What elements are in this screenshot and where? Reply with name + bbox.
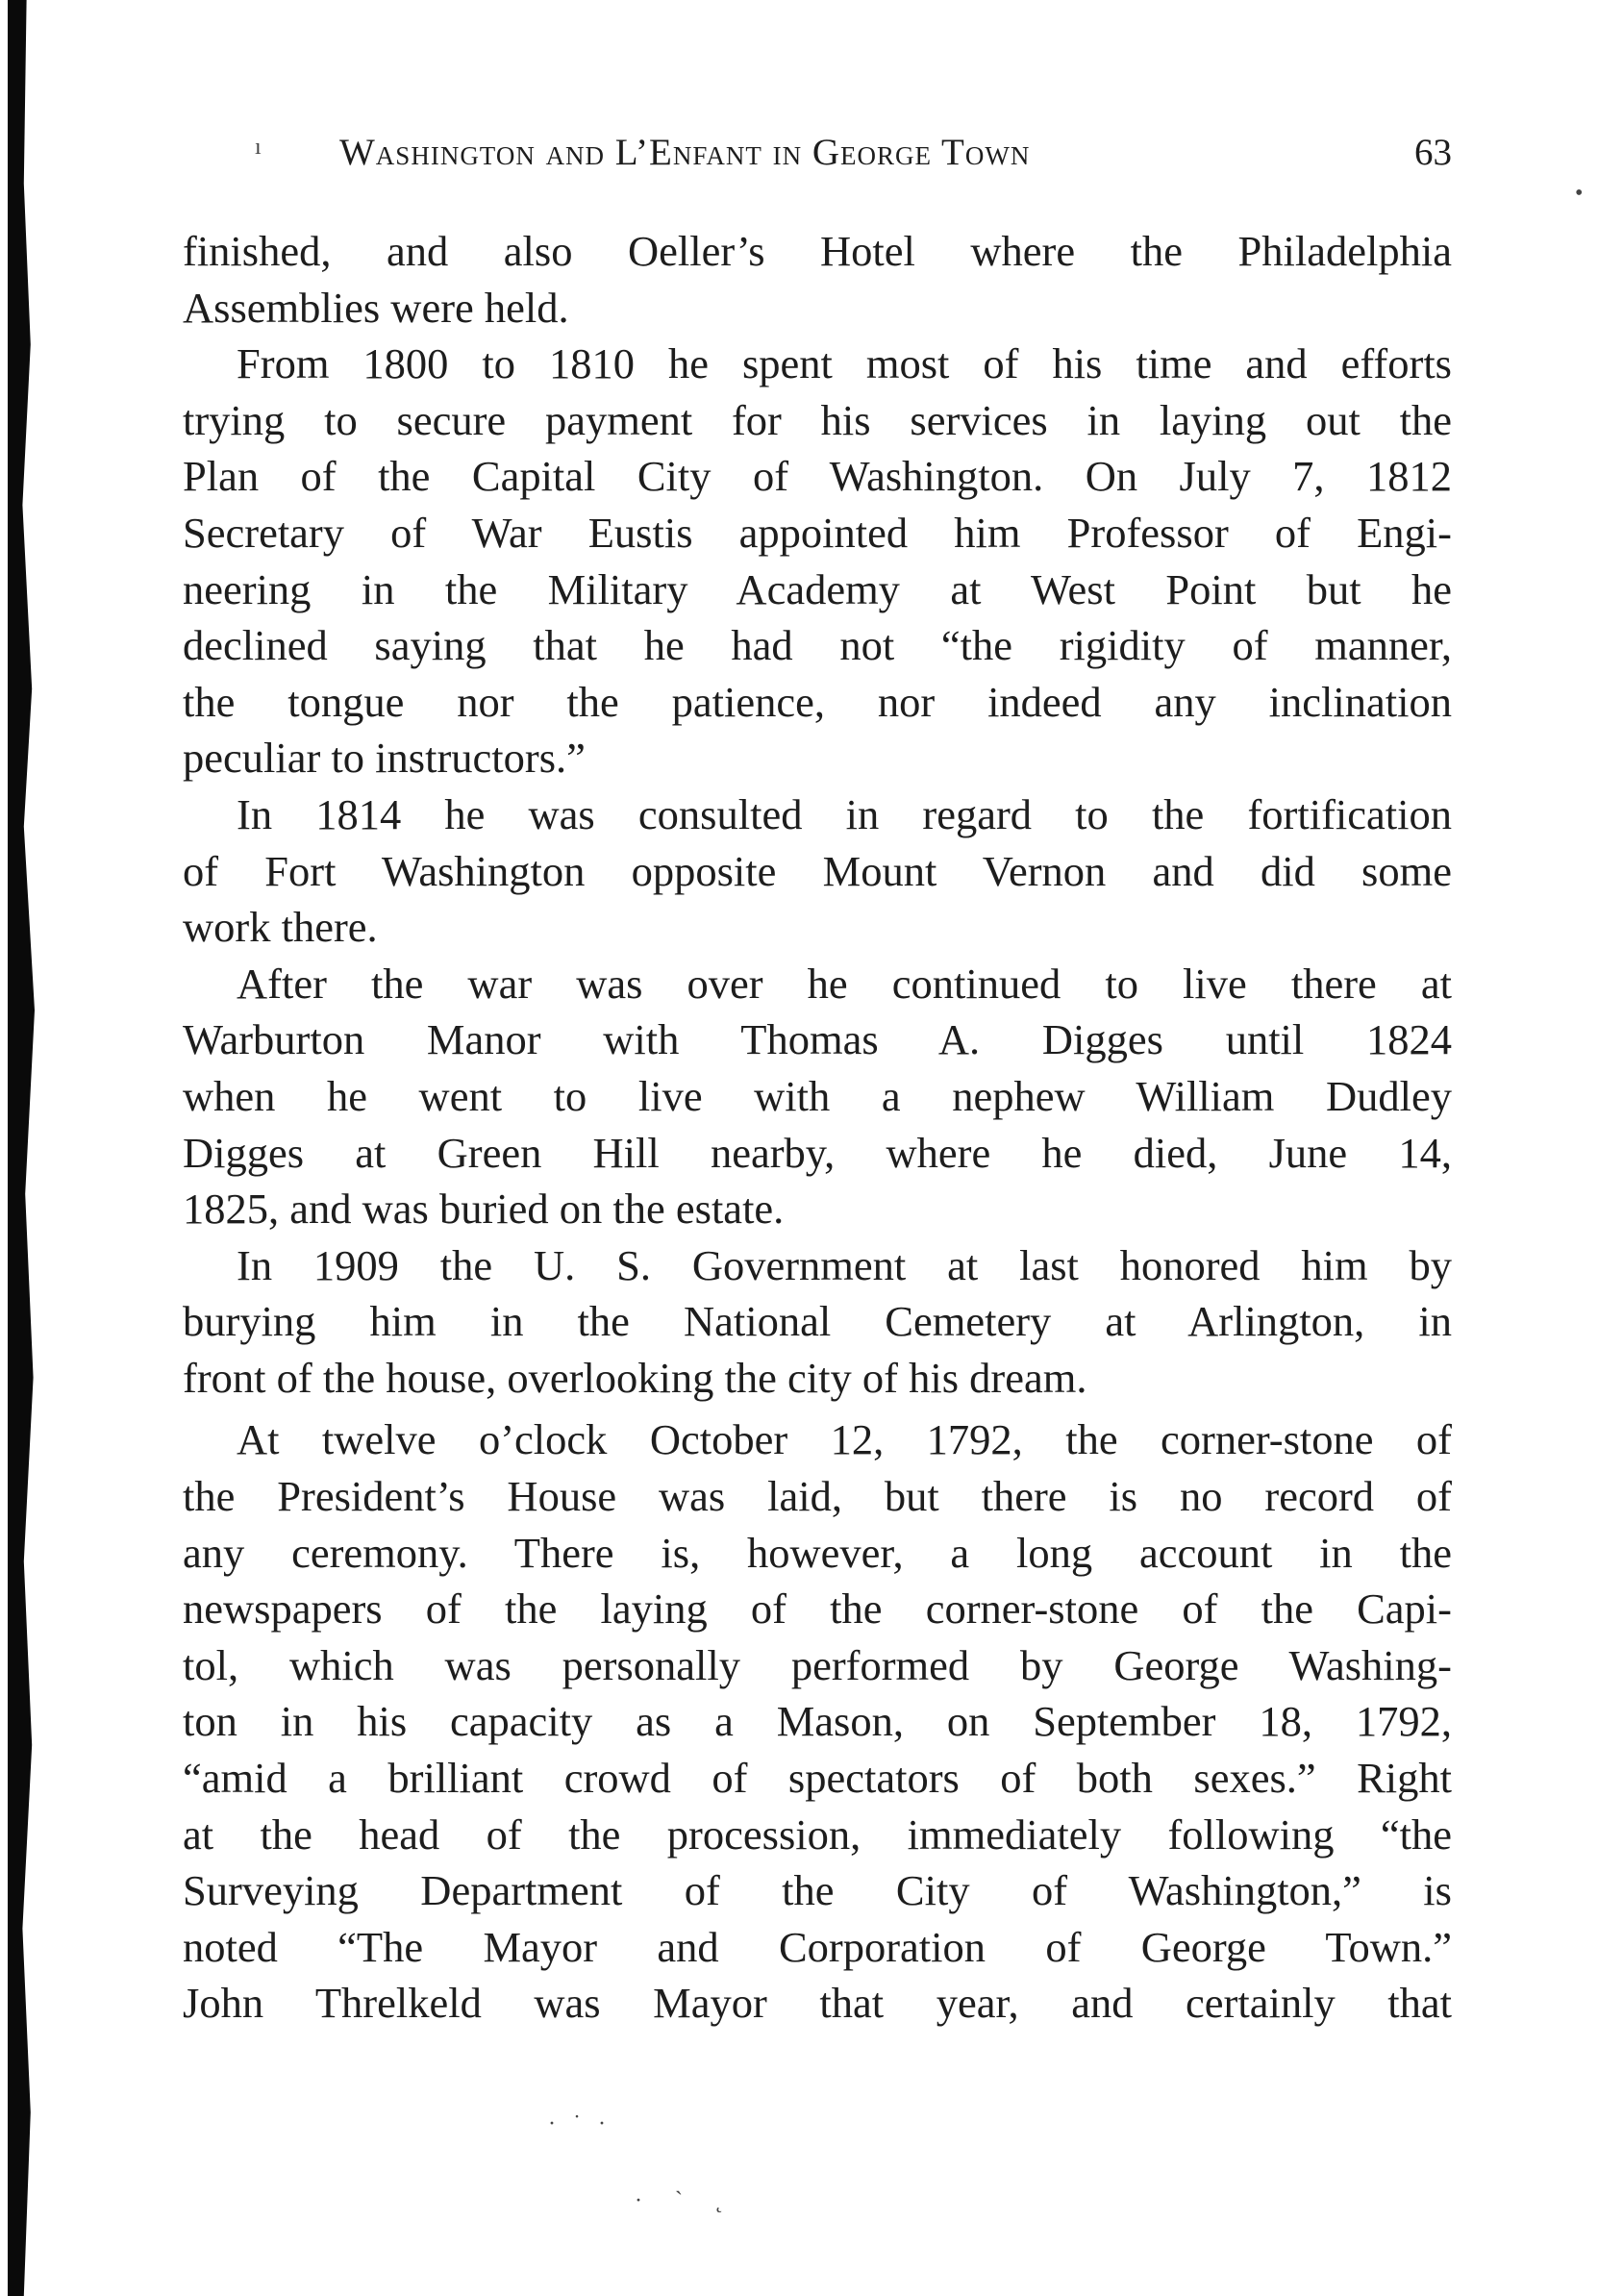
binding-shadow — [8, 0, 35, 2296]
text-line: Secretary of War Eustis appointed him Professor of Engi- — [183, 508, 1452, 557]
text-line: burying him in the National Cemetery at Arlington, in — [183, 1297, 1452, 1346]
text-line: In 1909 the U. S. Government at last honored him by — [237, 1240, 1452, 1289]
running-head: Washington and L’Enfant in George Town — [339, 132, 1031, 173]
text-line: Digges at Green Hill nearby, where he died, June 14, — [183, 1128, 1452, 1177]
text-line: any ceremony. There is, however, a long account in the — [183, 1528, 1452, 1577]
text-line: work there. — [183, 903, 378, 952]
paragraph — [183, 956, 1452, 1237]
text-line: Assemblies were held. — [183, 283, 569, 332]
text-line: Surveying Department of the City of Washington,” is — [183, 1866, 1452, 1915]
body-text — [183, 223, 1452, 2032]
text-line: front of the house, overlooking the city of his dream. — [183, 1353, 1087, 1402]
paragraph — [183, 336, 1452, 786]
stray-mark: · ˙ · — [548, 2111, 612, 2136]
text-line: 1825, and was buried on the estate. — [183, 1185, 785, 1234]
stray-mark: · ˋ ˛ — [635, 2188, 737, 2213]
paragraph — [183, 223, 1452, 336]
text-line: In 1814 he was consulted in regard to the fortification — [237, 789, 1452, 838]
page-binding-edge — [0, 0, 29, 2296]
text-line: declined saying that he had not “the rigidity of manner, — [183, 621, 1452, 670]
text-line: From 1800 to 1810 he spent most of his time and efforts — [237, 339, 1452, 388]
text-line: the tongue nor the patience, nor indeed any inclination — [183, 677, 1452, 726]
paragraph — [183, 1237, 1452, 1407]
text-line: After the war was over he continued to live there at — [237, 959, 1452, 1008]
stray-mark: ı — [255, 135, 262, 160]
paragraph — [183, 1411, 1452, 2032]
text-line: of Fort Washington opposite Mount Vernon and did some — [183, 846, 1452, 895]
text-line: ton in his capacity as a Mason, on September 18, 1792, — [183, 1697, 1452, 1746]
text-line: newspapers of the laying of the corner-stone of the Capi- — [183, 1585, 1452, 1634]
text-line: At twelve o’clock October 12, 1792, the corner-stone of — [237, 1415, 1452, 1464]
text-line: neering in the Military Academy at West Point but he — [183, 564, 1452, 613]
stray-mark: • — [1575, 181, 1584, 206]
text-line: John Threlkeld was Mayor that year, and certainly that — [183, 1979, 1452, 2028]
text-line: when he went to live with a nephew William Dudley — [183, 1071, 1452, 1120]
text-line: Warburton Manor with Thomas A. Digges until 1824 — [183, 1015, 1452, 1064]
text-line: trying to secure payment for his services in laying out the — [183, 395, 1452, 444]
text-line: “amid a brilliant crowd of spectators of both sexes.” Right — [183, 1754, 1452, 1803]
text-line: peculiar to instructors.” — [183, 734, 586, 783]
text-line: tol, which was personally performed by George Washing- — [183, 1640, 1452, 1689]
text-line: at the head of the procession, immediately following “the — [183, 1809, 1452, 1859]
text-line: finished, and also Oeller’s Hotel where the Philadelphia — [183, 227, 1452, 275]
page-number: 63 — [1414, 132, 1452, 173]
page-header — [183, 131, 1452, 188]
text-line: Plan of the Capital City of Washington. On July 7, 1812 — [183, 452, 1452, 501]
paragraph — [183, 786, 1452, 956]
text-line: the President’s House was laid, but there is no record of — [183, 1472, 1452, 1521]
text-line: noted “The Mayor and Corporation of George Town.” — [183, 1922, 1452, 1971]
